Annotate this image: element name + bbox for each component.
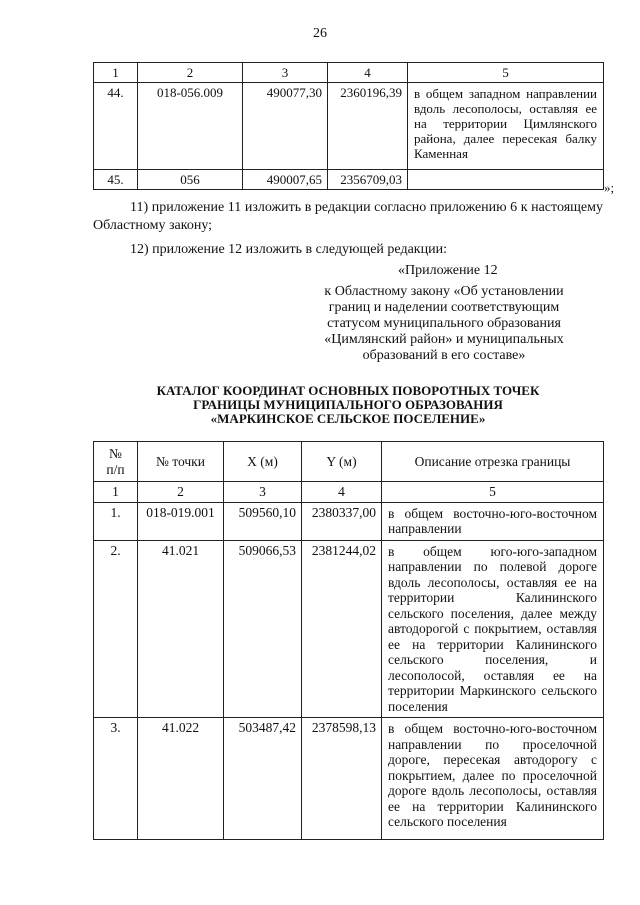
header-point: № точки [138,442,224,482]
appendix-title: «Приложение 12 [398,263,498,278]
row-point: 056 [138,170,243,190]
col-number-1: 1 [94,482,138,503]
row-index: 1. [94,502,138,540]
row-index: 2. [94,540,138,718]
row-point: 018-019.001 [138,502,224,540]
header-y: Y (м) [302,442,382,482]
page-number: 26 [313,26,327,41]
row-y: 2378598,13 [302,718,382,840]
row-x: 490077,30 [243,83,328,170]
paragraph-11: 11) приложение 11 изложить в редакции согласно приложению 6 к настоящему Областному закону; [93,200,603,233]
row-x: 509066,53 [224,540,302,718]
header-index [94,442,138,482]
coordinates-table-continued [93,62,604,190]
row-index: 45. [94,170,138,190]
row-y: 2381244,02 [302,540,382,718]
catalog-title [93,384,603,426]
col-number-2: 2 [138,482,224,503]
col-number-4: 4 [328,63,408,83]
row-x: 509560,10 [224,502,302,540]
table-header [94,442,604,482]
table-row [94,502,604,540]
row-description: в общем юго-юго-западном направлении по полевой дороге вдоль лесополосы, оставляя ее на территории Калининского сельского поселения, далее между автодорогой с покрытием, оставляя ее на территории Калининского сельского поселения, и лесополосой, оставляя ее на территории Маркинского сельского поселения [382,540,604,718]
row-point: 41.022 [138,718,224,840]
row-point: 41.021 [138,540,224,718]
header-x: X (м) [224,442,302,482]
appendix-line: «Цимлянский район» и муниципальных [324,332,564,347]
appendix-reference [310,284,578,364]
col-number-3: 3 [243,63,328,83]
table-row [94,718,604,840]
row-x: 503487,42 [224,718,302,840]
row-y: 2360196,39 [328,83,408,170]
col-number-4: 4 [302,482,382,503]
header-description: Описание отрезка границы [382,442,604,482]
appendix-line: к Областному закону «Об установлении [324,284,564,299]
header-index-line2: п/п [106,461,125,477]
header-index-line1: № [109,446,122,461]
col-number-5: 5 [408,63,604,83]
catalog-title-line: «МАРКИНСКОЕ СЕЛЬСКОЕ ПОСЕЛЕНИЕ» [210,411,486,426]
row-description [408,170,604,190]
col-number-5: 5 [382,482,604,503]
appendix-line: статусом муниципального образования [327,316,561,331]
paragraph-12: 12) приложение 12 изложить в следующей редакции: [130,242,447,257]
row-y: 2380337,00 [302,502,382,540]
appendix-line: образований в его составе» [362,348,526,363]
row-index: 44. [94,83,138,170]
row-description: в общем восточно-юго-восточном направлении [382,502,604,540]
row-description: в общем восточно-юго-восточном направлении по проселочной дороге, пересекая автодорогу с покрытием, далее по проселочной дороге вдоль лесополосы, оставляя ее на территории Калининского сельского поселения [382,718,604,840]
row-x: 490007,65 [243,170,328,190]
closing-quote: »; [604,180,615,195]
row-description: в общем западном направлении вдоль лесополосы, оставляя ее на территории Цимлянского района, далее пересекая балку Каменная [408,83,604,170]
row-y: 2356709,03 [328,170,408,190]
coordinates-table [93,441,604,840]
row-point: 018-056.009 [138,83,243,170]
table-header-numbers [94,482,604,503]
catalog-title-line: ГРАНИЦЫ МУНИЦИПАЛЬНОГО ОБРАЗОВАНИЯ [193,397,503,412]
appendix-line: границ и наделении соответствующим [328,300,560,315]
table-row [94,170,604,190]
row-index: 3. [94,718,138,840]
table-row [94,83,604,170]
col-number-3: 3 [224,482,302,503]
col-number-1: 1 [94,63,138,83]
catalog-title-line: КАТАЛОГ КООРДИНАТ ОСНОВНЫХ ПОВОРОТНЫХ ТОЧЕК [156,383,540,398]
table-header-numbers [94,63,604,83]
table-row [94,540,604,718]
col-number-2: 2 [138,63,243,83]
